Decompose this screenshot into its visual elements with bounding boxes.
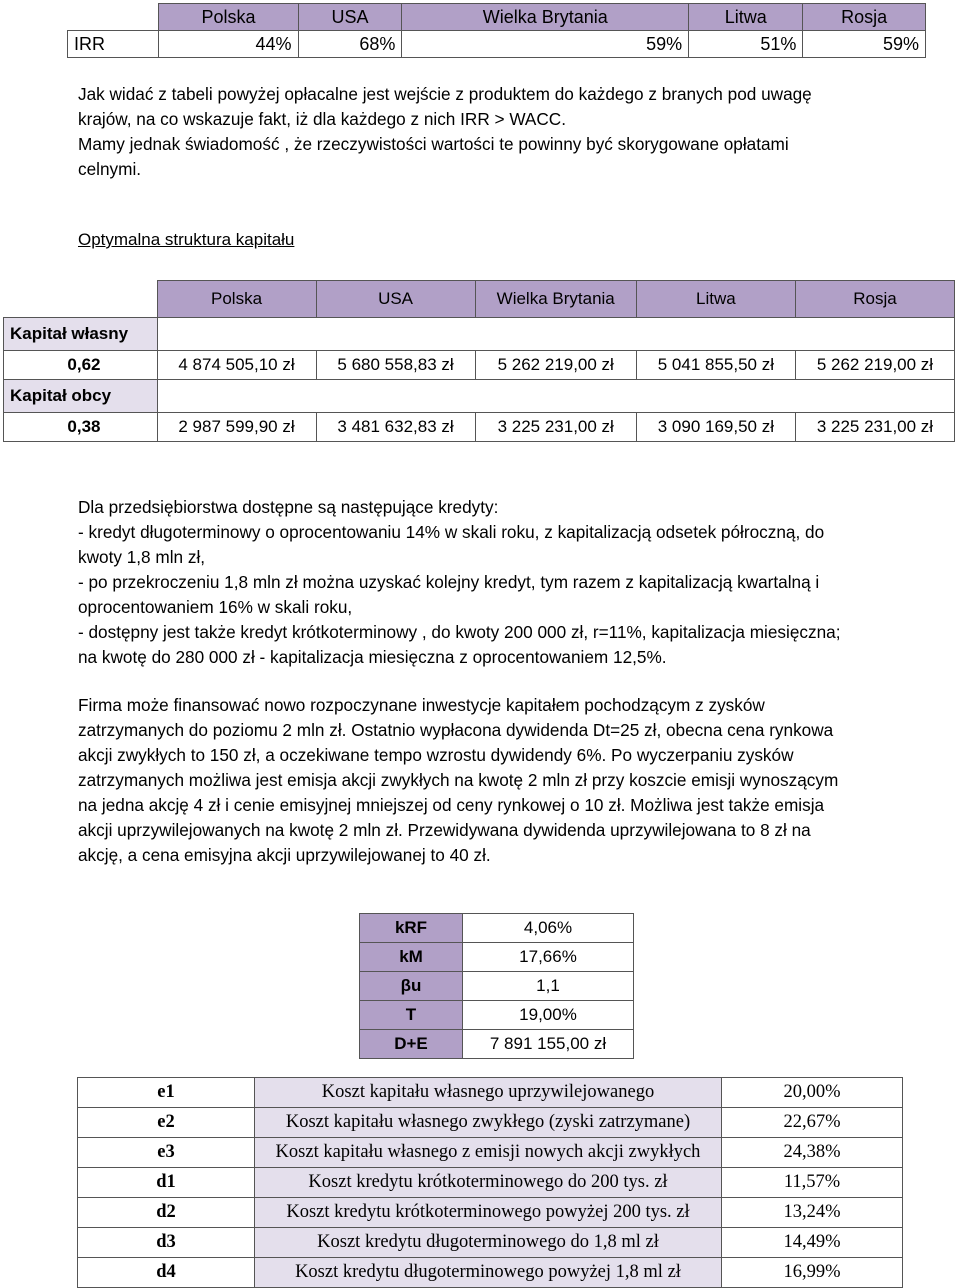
cap-header-cell: Litwa bbox=[636, 281, 795, 318]
cost-value: 14,49% bbox=[722, 1228, 903, 1258]
param-row bbox=[360, 972, 634, 1001]
cap-header-cell: Polska bbox=[157, 281, 316, 318]
debt-value-cell: 3 225 231,00 zł bbox=[795, 413, 954, 442]
cost-code: e2 bbox=[78, 1108, 255, 1138]
cost-code: e1 bbox=[78, 1078, 255, 1108]
debt-value-cell: 3 225 231,00 zł bbox=[475, 413, 636, 442]
paragraph-line: - kredyt długoterminowy o oprocentowaniu 14% w skali roku, z kapitalizacją odsetek półroczną, do bbox=[78, 522, 825, 542]
param-row bbox=[360, 1030, 634, 1059]
param-value: 4,06% bbox=[463, 914, 634, 943]
cost-description: Koszt kredytu krótkoterminowego powyżej 200 tys. zł bbox=[255, 1198, 722, 1228]
cost-description: Koszt kapitału własnego z emisji nowych akcji zwykłych bbox=[255, 1138, 722, 1168]
irr-value-row bbox=[68, 31, 926, 58]
cost-code: d2 bbox=[78, 1198, 255, 1228]
paragraph-line: - po przekroczeniu 1,8 mln zł można uzyskać kolejny kredyt, tym razem z kapitalizacją kwartalną i bbox=[78, 572, 820, 592]
paragraph-line: krajów, na co wskazuje fakt, iż dla każdego z nich IRR > WACC. bbox=[78, 109, 566, 129]
financing-paragraph bbox=[78, 693, 914, 868]
cost-code: e3 bbox=[78, 1138, 255, 1168]
debt-value-cell: 3 090 169,50 zł bbox=[636, 413, 795, 442]
param-key: D+E bbox=[360, 1030, 463, 1059]
equity-values-row bbox=[4, 351, 955, 380]
cost-row bbox=[78, 1138, 903, 1168]
irr-value-cell: 68% bbox=[298, 31, 402, 58]
cost-value: 16,99% bbox=[722, 1258, 903, 1288]
cost-value: 20,00% bbox=[722, 1078, 903, 1108]
equity-ratio: 0,62 bbox=[4, 351, 158, 380]
cost-row bbox=[78, 1198, 903, 1228]
irr-table bbox=[67, 3, 926, 58]
cap-header-row bbox=[4, 281, 955, 318]
param-value: 17,66% bbox=[463, 943, 634, 972]
paragraph-line: Mamy jednak świadomość , że rzeczywistości wartości te powinny być skorygowane opłatami bbox=[78, 134, 789, 154]
equity-value-cell: 5 680 558,83 zł bbox=[316, 351, 475, 380]
cost-code: d4 bbox=[78, 1258, 255, 1288]
param-key: βu bbox=[360, 972, 463, 1001]
cost-description: Koszt kredytu długoterminowego do 1,8 ml zł bbox=[255, 1228, 722, 1258]
cost-row bbox=[78, 1108, 903, 1138]
param-row bbox=[360, 1001, 634, 1030]
debt-value-cell: 3 481 632,83 zł bbox=[316, 413, 475, 442]
cap-header-cell: USA bbox=[316, 281, 475, 318]
paragraph-line: zatrzymanych do poziomu 2 mln zł. Ostatnio wypłacona dywidenda Dt=25 zł, obecna cena rynkowa bbox=[78, 720, 834, 740]
paragraph-line: - dostępny jest także kredyt krótkoterminowy , do kwoty 200 000 zł, r=11%, kapitalizacja miesięczna; bbox=[78, 622, 841, 642]
parameters-table bbox=[359, 913, 634, 1059]
cost-row bbox=[78, 1168, 903, 1198]
empty-cell bbox=[157, 318, 955, 351]
irr-value-cell: 51% bbox=[689, 31, 803, 58]
paragraph-line: na kwotę do 280 000 zł - kapitalizacja miesięczna z oprocentowaniem 12,5%. bbox=[78, 647, 667, 667]
irr-header-cell: Litwa bbox=[689, 4, 803, 31]
paragraph-line: kwoty 1,8 mln zł, bbox=[78, 547, 206, 567]
irr-header-row bbox=[68, 4, 926, 31]
cost-description: Koszt kapitału własnego uprzywilejowanego bbox=[255, 1078, 722, 1108]
paragraph-line: Firma może finansować nowo rozpoczynane inwestycje kapitałem pochodzącym z zysków bbox=[78, 695, 765, 715]
credits-paragraph bbox=[78, 495, 914, 670]
cost-value: 22,67% bbox=[722, 1108, 903, 1138]
param-value: 1,1 bbox=[463, 972, 634, 1001]
irr-corner-cell bbox=[68, 4, 159, 31]
param-value: 19,00% bbox=[463, 1001, 634, 1030]
paragraph-line: zatrzymanych możliwa jest emisja akcji zwykłych na kwotę 2 mln zł przy koszcie emisji wynoszącym bbox=[78, 770, 839, 790]
cost-code: d1 bbox=[78, 1168, 255, 1198]
param-key: kRF bbox=[360, 914, 463, 943]
cap-header-cell: Wielka Brytania bbox=[475, 281, 636, 318]
irr-value-cell: 59% bbox=[402, 31, 689, 58]
paragraph-line: Jak widać z tabeli powyżej opłacalne jest wejście z produktem do każdego z branych pod uwagę bbox=[78, 84, 812, 104]
irr-comment-paragraph bbox=[78, 82, 914, 182]
debt-section-row bbox=[4, 380, 955, 413]
cost-of-capital-table bbox=[77, 1077, 903, 1288]
irr-header-cell: Polska bbox=[159, 4, 298, 31]
param-row bbox=[360, 943, 634, 972]
irr-row-label: IRR bbox=[68, 31, 159, 58]
equity-label: Kapitał własny bbox=[4, 318, 158, 351]
equity-value-cell: 5 262 219,00 zł bbox=[475, 351, 636, 380]
param-key: kM bbox=[360, 943, 463, 972]
equity-value-cell: 4 874 505,10 zł bbox=[157, 351, 316, 380]
cost-value: 11,57% bbox=[722, 1168, 903, 1198]
irr-value-cell: 59% bbox=[803, 31, 926, 58]
param-row bbox=[360, 914, 634, 943]
capital-structure-table bbox=[3, 280, 955, 442]
equity-value-cell: 5 041 855,50 zł bbox=[636, 351, 795, 380]
cost-code: d3 bbox=[78, 1228, 255, 1258]
irr-value-cell: 44% bbox=[159, 31, 298, 58]
cost-description: Koszt kredytu krótkoterminowego do 200 tys. zł bbox=[255, 1168, 722, 1198]
equity-value-cell: 5 262 219,00 zł bbox=[795, 351, 954, 380]
cost-row bbox=[78, 1228, 903, 1258]
section-heading: Optymalna struktura kapitału bbox=[78, 230, 295, 249]
irr-header-cell: USA bbox=[298, 4, 402, 31]
paragraph-line: oprocentowaniem 16% w skali roku, bbox=[78, 597, 353, 617]
debt-value-cell: 2 987 599,90 zł bbox=[157, 413, 316, 442]
paragraph-line: Dla przedsiębiorstwa dostępne są następujące kredyty: bbox=[78, 497, 499, 517]
cap-header-cell: Rosja bbox=[795, 281, 954, 318]
empty-cell bbox=[157, 380, 955, 413]
debt-ratio: 0,38 bbox=[4, 413, 158, 442]
paragraph-line: akcji zwykłych to 150 zł, a oczekiwane tempo wzrostu dywidendy 6%. Po wyczerpaniu zysków bbox=[78, 745, 794, 765]
param-key: T bbox=[360, 1001, 463, 1030]
paragraph-line: akcji uprzywilejowanych na kwotę 2 mln zł. Przewidywana dywidenda uprzywilejowana to 8 zł na bbox=[78, 820, 811, 840]
cost-value: 24,38% bbox=[722, 1138, 903, 1168]
param-value: 7 891 155,00 zł bbox=[463, 1030, 634, 1059]
cost-row bbox=[78, 1078, 903, 1108]
paragraph-line: celnymi. bbox=[78, 159, 142, 179]
paragraph-line: akcję, a cena emisyjna akcji uprzywilejowanej to 40 zł. bbox=[78, 845, 491, 865]
cost-description: Koszt kapitału własnego zwykłego (zyski zatrzymane) bbox=[255, 1108, 722, 1138]
cost-row bbox=[78, 1258, 903, 1288]
paragraph-line: na jedna akcję 4 zł i cenie emisyjnej mniejszej od ceny rynkowej o 10 zł. Możliwa jest także emisja bbox=[78, 795, 825, 815]
cap-corner-cell bbox=[4, 281, 158, 318]
cost-description: Koszt kredytu długoterminowego powyżej 1,8 ml zł bbox=[255, 1258, 722, 1288]
irr-header-cell: Rosja bbox=[803, 4, 926, 31]
debt-values-row bbox=[4, 413, 955, 442]
equity-section-row bbox=[4, 318, 955, 351]
irr-header-cell: Wielka Brytania bbox=[402, 4, 689, 31]
debt-label: Kapitał obcy bbox=[4, 380, 158, 413]
cost-value: 13,24% bbox=[722, 1198, 903, 1228]
